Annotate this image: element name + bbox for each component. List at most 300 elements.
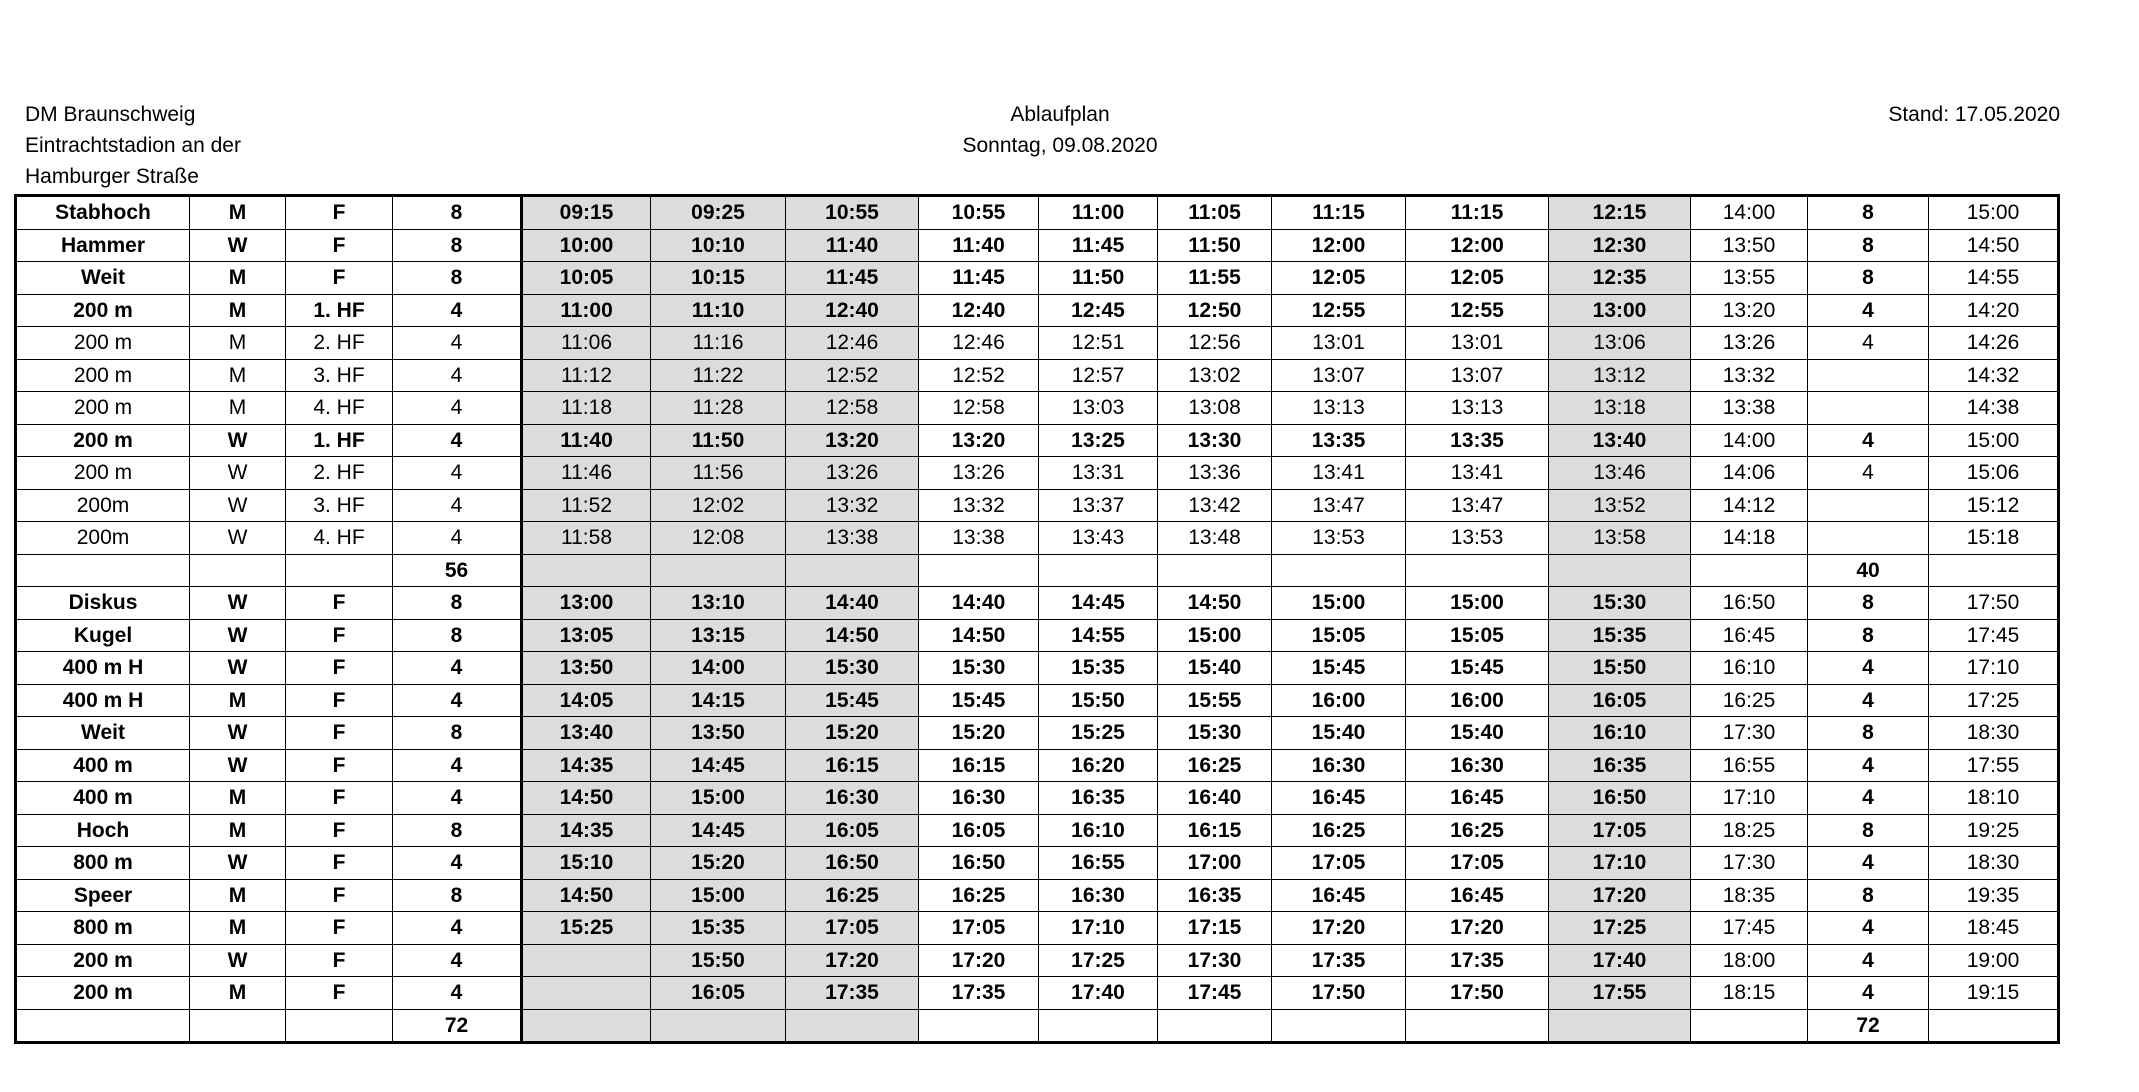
page-date: Sonntag, 09.08.2020 xyxy=(962,134,1158,157)
cell-time-3: 11:40 xyxy=(786,229,919,262)
cell-time-1 xyxy=(522,977,651,1010)
cell-time-3: 14:50 xyxy=(786,619,919,652)
cell-time-10: 13:32 xyxy=(1691,359,1808,392)
cell-count: 8 xyxy=(393,619,522,652)
cell-time-8: 13:07 xyxy=(1406,359,1549,392)
cell-time-9: 17:10 xyxy=(1549,847,1691,880)
cell-time-10: 13:55 xyxy=(1691,262,1808,295)
cell-time-4 xyxy=(919,1009,1039,1043)
cell-time-11: 17:55 xyxy=(1929,749,2059,782)
cell-time-4: 13:20 xyxy=(919,424,1039,457)
cell-time-4: 14:50 xyxy=(919,619,1039,652)
cell-time-2: 13:50 xyxy=(651,717,786,750)
cell-time-2: 11:16 xyxy=(651,327,786,360)
cell-time-4: 15:20 xyxy=(919,717,1039,750)
cell-time-2 xyxy=(651,554,786,587)
cell-time-1: 11:06 xyxy=(522,327,651,360)
cell-time-10: 16:25 xyxy=(1691,684,1808,717)
cell-count-2: 8 xyxy=(1808,717,1929,750)
cell-time-5: 13:31 xyxy=(1039,457,1158,490)
cell-time-6: 16:25 xyxy=(1158,749,1272,782)
cell-round: 3. HF xyxy=(286,359,393,392)
cell-event: Weit xyxy=(16,262,190,295)
cell-time-9: 16:10 xyxy=(1549,717,1691,750)
cell-time-5: 17:40 xyxy=(1039,977,1158,1010)
cell-gender: W xyxy=(190,522,286,555)
cell-time-2: 11:56 xyxy=(651,457,786,490)
cell-time-7: 16:45 xyxy=(1272,879,1406,912)
cell-time-11: 18:10 xyxy=(1929,782,2059,815)
cell-time-5: 13:43 xyxy=(1039,522,1158,555)
title-block xyxy=(895,99,1225,161)
cell-time-11: 17:25 xyxy=(1929,684,2059,717)
cell-round: 4. HF xyxy=(286,522,393,555)
cell-time-3: 17:20 xyxy=(786,944,919,977)
cell-time-9: 17:05 xyxy=(1549,814,1691,847)
cell-time-5: 11:50 xyxy=(1039,262,1158,295)
cell-count-2: 4 xyxy=(1808,652,1929,685)
cell-round: 3. HF xyxy=(286,489,393,522)
cell-time-10: 13:50 xyxy=(1691,229,1808,262)
cell-time-3 xyxy=(786,554,919,587)
cell-time-4: 16:15 xyxy=(919,749,1039,782)
cell-time-5: 11:00 xyxy=(1039,196,1158,230)
cell-event: 200 m xyxy=(16,457,190,490)
table-row xyxy=(16,424,2059,457)
cell-time-11: 15:06 xyxy=(1929,457,2059,490)
cell-time-11: 17:10 xyxy=(1929,652,2059,685)
cell-time-2: 15:20 xyxy=(651,847,786,880)
cell-time-4: 13:32 xyxy=(919,489,1039,522)
cell-time-11: 15:00 xyxy=(1929,196,2059,230)
cell-time-7: 12:55 xyxy=(1272,294,1406,327)
cell-time-10: 14:00 xyxy=(1691,424,1808,457)
cell-time-11: 18:45 xyxy=(1929,912,2059,945)
cell-event: 200m xyxy=(16,489,190,522)
cell-time-6: 14:50 xyxy=(1158,587,1272,620)
cell-time-11: 19:00 xyxy=(1929,944,2059,977)
cell-time-7: 16:00 xyxy=(1272,684,1406,717)
cell-count-2 xyxy=(1808,359,1929,392)
cell-time-11 xyxy=(1929,1009,2059,1043)
cell-time-5: 12:45 xyxy=(1039,294,1158,327)
table-row xyxy=(16,457,2059,490)
cell-time-8: 13:13 xyxy=(1406,392,1549,425)
cell-time-2: 13:10 xyxy=(651,587,786,620)
cell-time-6: 13:30 xyxy=(1158,424,1272,457)
cell-time-8: 13:53 xyxy=(1406,522,1549,555)
cell-time-11: 14:38 xyxy=(1929,392,2059,425)
table-row xyxy=(16,1009,2059,1043)
cell-time-6: 12:56 xyxy=(1158,327,1272,360)
table-row xyxy=(16,814,2059,847)
cell-time-1: 13:00 xyxy=(522,587,651,620)
cell-time-6: 13:02 xyxy=(1158,359,1272,392)
cell-count-2: 4 xyxy=(1808,977,1929,1010)
cell-time-1: 11:18 xyxy=(522,392,651,425)
cell-time-8: 12:00 xyxy=(1406,229,1549,262)
cell-time-1: 10:00 xyxy=(522,229,651,262)
cell-gender: W xyxy=(190,619,286,652)
cell-count: 8 xyxy=(393,587,522,620)
cell-time-11: 14:55 xyxy=(1929,262,2059,295)
cell-time-4: 11:40 xyxy=(919,229,1039,262)
cell-time-7: 13:35 xyxy=(1272,424,1406,457)
table-row xyxy=(16,912,2059,945)
table-row xyxy=(16,229,2059,262)
cell-time-10: 17:45 xyxy=(1691,912,1808,945)
cell-time-2: 11:50 xyxy=(651,424,786,457)
cell-time-2: 14:00 xyxy=(651,652,786,685)
cell-time-8: 15:00 xyxy=(1406,587,1549,620)
cell-event: Hammer xyxy=(16,229,190,262)
cell-time-1: 10:05 xyxy=(522,262,651,295)
cell-time-11: 17:50 xyxy=(1929,587,2059,620)
cell-round: F xyxy=(286,619,393,652)
cell-gender: M xyxy=(190,684,286,717)
cell-time-6: 17:45 xyxy=(1158,977,1272,1010)
cell-time-2: 09:25 xyxy=(651,196,786,230)
cell-count-2: 8 xyxy=(1808,879,1929,912)
cell-count-2: 40 xyxy=(1808,554,1929,587)
cell-time-5: 15:50 xyxy=(1039,684,1158,717)
cell-round xyxy=(286,1009,393,1043)
cell-time-10: 14:12 xyxy=(1691,489,1808,522)
cell-round: F xyxy=(286,879,393,912)
table-row xyxy=(16,749,2059,782)
cell-time-11: 14:26 xyxy=(1929,327,2059,360)
cell-count-2: 72 xyxy=(1808,1009,1929,1043)
cell-time-10: 18:00 xyxy=(1691,944,1808,977)
cell-count-2: 8 xyxy=(1808,262,1929,295)
cell-time-6: 17:00 xyxy=(1158,847,1272,880)
cell-gender: M xyxy=(190,294,286,327)
cell-time-2: 15:50 xyxy=(651,944,786,977)
cell-count: 4 xyxy=(393,847,522,880)
cell-time-3: 17:05 xyxy=(786,912,919,945)
cell-time-1: 11:52 xyxy=(522,489,651,522)
cell-time-9: 17:20 xyxy=(1549,879,1691,912)
table-row xyxy=(16,879,2059,912)
cell-count-2: 8 xyxy=(1808,229,1929,262)
cell-time-2: 11:22 xyxy=(651,359,786,392)
cell-time-3: 13:32 xyxy=(786,489,919,522)
cell-count-2: 8 xyxy=(1808,196,1929,230)
cell-time-7: 13:07 xyxy=(1272,359,1406,392)
cell-count: 4 xyxy=(393,912,522,945)
cell-time-7: 13:01 xyxy=(1272,327,1406,360)
cell-time-6: 13:48 xyxy=(1158,522,1272,555)
cell-time-10 xyxy=(1691,554,1808,587)
cell-time-5: 16:20 xyxy=(1039,749,1158,782)
cell-time-9: 13:06 xyxy=(1549,327,1691,360)
cell-time-11: 15:18 xyxy=(1929,522,2059,555)
status-date: Stand: 17.05.2020 xyxy=(1888,103,2060,126)
cell-time-9: 12:15 xyxy=(1549,196,1691,230)
cell-count: 4 xyxy=(393,522,522,555)
cell-time-1: 14:50 xyxy=(522,782,651,815)
cell-time-3: 15:30 xyxy=(786,652,919,685)
cell-time-3: 13:20 xyxy=(786,424,919,457)
cell-time-7 xyxy=(1272,554,1406,587)
cell-time-10: 17:30 xyxy=(1691,847,1808,880)
cell-time-5: 17:25 xyxy=(1039,944,1158,977)
cell-gender: M xyxy=(190,879,286,912)
cell-count: 8 xyxy=(393,262,522,295)
table-row xyxy=(16,619,2059,652)
cell-time-4: 12:58 xyxy=(919,392,1039,425)
cell-round: F xyxy=(286,944,393,977)
table-row xyxy=(16,554,2059,587)
cell-count: 4 xyxy=(393,489,522,522)
table-row xyxy=(16,327,2059,360)
table-row xyxy=(16,847,2059,880)
cell-time-2: 13:15 xyxy=(651,619,786,652)
cell-count-2: 4 xyxy=(1808,782,1929,815)
cell-round: F xyxy=(286,652,393,685)
cell-time-11: 15:00 xyxy=(1929,424,2059,457)
cell-time-5: 13:37 xyxy=(1039,489,1158,522)
cell-round: F xyxy=(286,717,393,750)
cell-time-8: 11:15 xyxy=(1406,196,1549,230)
cell-gender xyxy=(190,554,286,587)
cell-time-11: 19:15 xyxy=(1929,977,2059,1010)
cell-time-1: 15:25 xyxy=(522,912,651,945)
cell-time-4: 16:05 xyxy=(919,814,1039,847)
cell-time-2: 16:05 xyxy=(651,977,786,1010)
cell-count: 4 xyxy=(393,392,522,425)
cell-time-3: 15:45 xyxy=(786,684,919,717)
cell-round: 2. HF xyxy=(286,457,393,490)
cell-time-2: 11:28 xyxy=(651,392,786,425)
cell-time-7: 12:05 xyxy=(1272,262,1406,295)
cell-time-10: 16:45 xyxy=(1691,619,1808,652)
cell-time-4 xyxy=(919,554,1039,587)
cell-round: F xyxy=(286,684,393,717)
cell-time-5: 13:25 xyxy=(1039,424,1158,457)
cell-time-11: 14:32 xyxy=(1929,359,2059,392)
cell-event: 400 m xyxy=(16,782,190,815)
cell-round: F xyxy=(286,912,393,945)
table-row xyxy=(16,977,2059,1010)
cell-event: Kugel xyxy=(16,619,190,652)
cell-time-3: 12:58 xyxy=(786,392,919,425)
cell-time-1: 14:35 xyxy=(522,749,651,782)
cell-time-1: 13:50 xyxy=(522,652,651,685)
cell-time-10: 16:50 xyxy=(1691,587,1808,620)
cell-time-4: 11:45 xyxy=(919,262,1039,295)
cell-time-3: 12:46 xyxy=(786,327,919,360)
cell-count: 8 xyxy=(393,814,522,847)
event-name: DM Braunschweig xyxy=(25,103,196,126)
cell-gender: W xyxy=(190,847,286,880)
cell-time-2: 14:15 xyxy=(651,684,786,717)
cell-count: 4 xyxy=(393,327,522,360)
table-row xyxy=(16,684,2059,717)
cell-time-1: 11:12 xyxy=(522,359,651,392)
cell-time-10: 13:26 xyxy=(1691,327,1808,360)
cell-time-6 xyxy=(1158,1009,1272,1043)
cell-time-5: 12:51 xyxy=(1039,327,1158,360)
cell-event: 200 m xyxy=(16,424,190,457)
cell-time-8 xyxy=(1406,554,1549,587)
cell-time-8: 17:50 xyxy=(1406,977,1549,1010)
cell-count: 4 xyxy=(393,684,522,717)
cell-time-8: 13:35 xyxy=(1406,424,1549,457)
cell-time-6: 15:00 xyxy=(1158,619,1272,652)
cell-time-1 xyxy=(522,1009,651,1043)
cell-count: 8 xyxy=(393,717,522,750)
cell-event: 200 m xyxy=(16,327,190,360)
cell-time-5: 17:10 xyxy=(1039,912,1158,945)
cell-gender: M xyxy=(190,782,286,815)
cell-gender: W xyxy=(190,944,286,977)
cell-time-2: 10:15 xyxy=(651,262,786,295)
cell-event: 200 m xyxy=(16,977,190,1010)
cell-round xyxy=(286,554,393,587)
cell-time-6: 17:30 xyxy=(1158,944,1272,977)
cell-count-2 xyxy=(1808,392,1929,425)
cell-time-9: 15:35 xyxy=(1549,619,1691,652)
cell-time-3: 13:26 xyxy=(786,457,919,490)
cell-time-9: 13:12 xyxy=(1549,359,1691,392)
cell-count: 8 xyxy=(393,879,522,912)
cell-count: 56 xyxy=(393,554,522,587)
cell-time-2: 14:45 xyxy=(651,749,786,782)
cell-time-11: 18:30 xyxy=(1929,717,2059,750)
cell-time-8: 15:45 xyxy=(1406,652,1549,685)
cell-time-7: 16:45 xyxy=(1272,782,1406,815)
cell-event: 200 m xyxy=(16,359,190,392)
cell-time-6 xyxy=(1158,554,1272,587)
cell-time-10: 18:35 xyxy=(1691,879,1808,912)
cell-time-6: 13:42 xyxy=(1158,489,1272,522)
cell-gender: W xyxy=(190,717,286,750)
table-row xyxy=(16,587,2059,620)
cell-time-5: 13:03 xyxy=(1039,392,1158,425)
cell-count-2: 4 xyxy=(1808,684,1929,717)
cell-time-8: 17:20 xyxy=(1406,912,1549,945)
cell-count-2: 4 xyxy=(1808,749,1929,782)
cell-time-6: 12:50 xyxy=(1158,294,1272,327)
venue-line-1: Eintrachtstadion an der xyxy=(25,134,241,157)
cell-time-5: 16:10 xyxy=(1039,814,1158,847)
cell-time-3: 12:52 xyxy=(786,359,919,392)
cell-time-4: 12:40 xyxy=(919,294,1039,327)
table-row xyxy=(16,717,2059,750)
cell-time-10: 18:25 xyxy=(1691,814,1808,847)
cell-time-6: 15:55 xyxy=(1158,684,1272,717)
cell-time-4: 16:50 xyxy=(919,847,1039,880)
cell-gender: M xyxy=(190,977,286,1010)
cell-time-3: 17:35 xyxy=(786,977,919,1010)
cell-time-9: 12:35 xyxy=(1549,262,1691,295)
cell-time-10: 18:15 xyxy=(1691,977,1808,1010)
cell-event: Diskus xyxy=(16,587,190,620)
cell-time-4: 12:46 xyxy=(919,327,1039,360)
cell-time-9: 13:18 xyxy=(1549,392,1691,425)
venue-block xyxy=(25,99,241,192)
cell-time-3: 16:15 xyxy=(786,749,919,782)
cell-time-4: 13:38 xyxy=(919,522,1039,555)
cell-count: 4 xyxy=(393,749,522,782)
table-row xyxy=(16,522,2059,555)
cell-time-7: 17:20 xyxy=(1272,912,1406,945)
cell-time-1: 09:15 xyxy=(522,196,651,230)
cell-count: 8 xyxy=(393,196,522,230)
cell-gender: W xyxy=(190,587,286,620)
cell-gender: W xyxy=(190,489,286,522)
cell-count-2: 4 xyxy=(1808,457,1929,490)
cell-time-5: 11:45 xyxy=(1039,229,1158,262)
cell-round: 4. HF xyxy=(286,392,393,425)
cell-time-9: 16:05 xyxy=(1549,684,1691,717)
cell-gender: W xyxy=(190,424,286,457)
cell-count-2 xyxy=(1808,489,1929,522)
cell-time-1: 11:40 xyxy=(522,424,651,457)
cell-count: 4 xyxy=(393,359,522,392)
cell-gender: W xyxy=(190,652,286,685)
cell-time-7: 15:40 xyxy=(1272,717,1406,750)
cell-round: F xyxy=(286,814,393,847)
cell-event: 400 m xyxy=(16,749,190,782)
cell-time-3: 11:45 xyxy=(786,262,919,295)
cell-gender: M xyxy=(190,392,286,425)
cell-time-5: 14:45 xyxy=(1039,587,1158,620)
cell-event: 400 m H xyxy=(16,652,190,685)
cell-event: 200 m xyxy=(16,294,190,327)
cell-time-7: 11:15 xyxy=(1272,196,1406,230)
cell-round: F xyxy=(286,847,393,880)
cell-event: Hoch xyxy=(16,814,190,847)
cell-time-10 xyxy=(1691,1009,1808,1043)
cell-time-7: 16:25 xyxy=(1272,814,1406,847)
cell-time-11: 18:30 xyxy=(1929,847,2059,880)
cell-count: 72 xyxy=(393,1009,522,1043)
cell-count: 8 xyxy=(393,229,522,262)
cell-time-3: 10:55 xyxy=(786,196,919,230)
cell-time-5: 16:30 xyxy=(1039,879,1158,912)
cell-time-6: 11:55 xyxy=(1158,262,1272,295)
cell-round: F xyxy=(286,262,393,295)
cell-time-9 xyxy=(1549,554,1691,587)
cell-time-8: 13:01 xyxy=(1406,327,1549,360)
cell-event: Speer xyxy=(16,879,190,912)
cell-time-2: 15:00 xyxy=(651,782,786,815)
cell-event: 400 m H xyxy=(16,684,190,717)
cell-time-9: 13:46 xyxy=(1549,457,1691,490)
cell-time-3: 16:30 xyxy=(786,782,919,815)
cell-time-1: 14:35 xyxy=(522,814,651,847)
cell-time-10: 14:00 xyxy=(1691,196,1808,230)
cell-time-8: 13:41 xyxy=(1406,457,1549,490)
cell-round: 2. HF xyxy=(286,327,393,360)
cell-time-1: 14:50 xyxy=(522,879,651,912)
cell-time-9 xyxy=(1549,1009,1691,1043)
cell-time-6: 17:15 xyxy=(1158,912,1272,945)
cell-time-1: 11:00 xyxy=(522,294,651,327)
table-row xyxy=(16,489,2059,522)
cell-round: F xyxy=(286,977,393,1010)
cell-time-2: 11:10 xyxy=(651,294,786,327)
cell-time-2: 14:45 xyxy=(651,814,786,847)
cell-time-7: 17:35 xyxy=(1272,944,1406,977)
cell-count-2: 4 xyxy=(1808,424,1929,457)
cell-gender: W xyxy=(190,457,286,490)
cell-time-7: 13:41 xyxy=(1272,457,1406,490)
cell-time-11 xyxy=(1929,554,2059,587)
cell-time-7: 15:05 xyxy=(1272,619,1406,652)
